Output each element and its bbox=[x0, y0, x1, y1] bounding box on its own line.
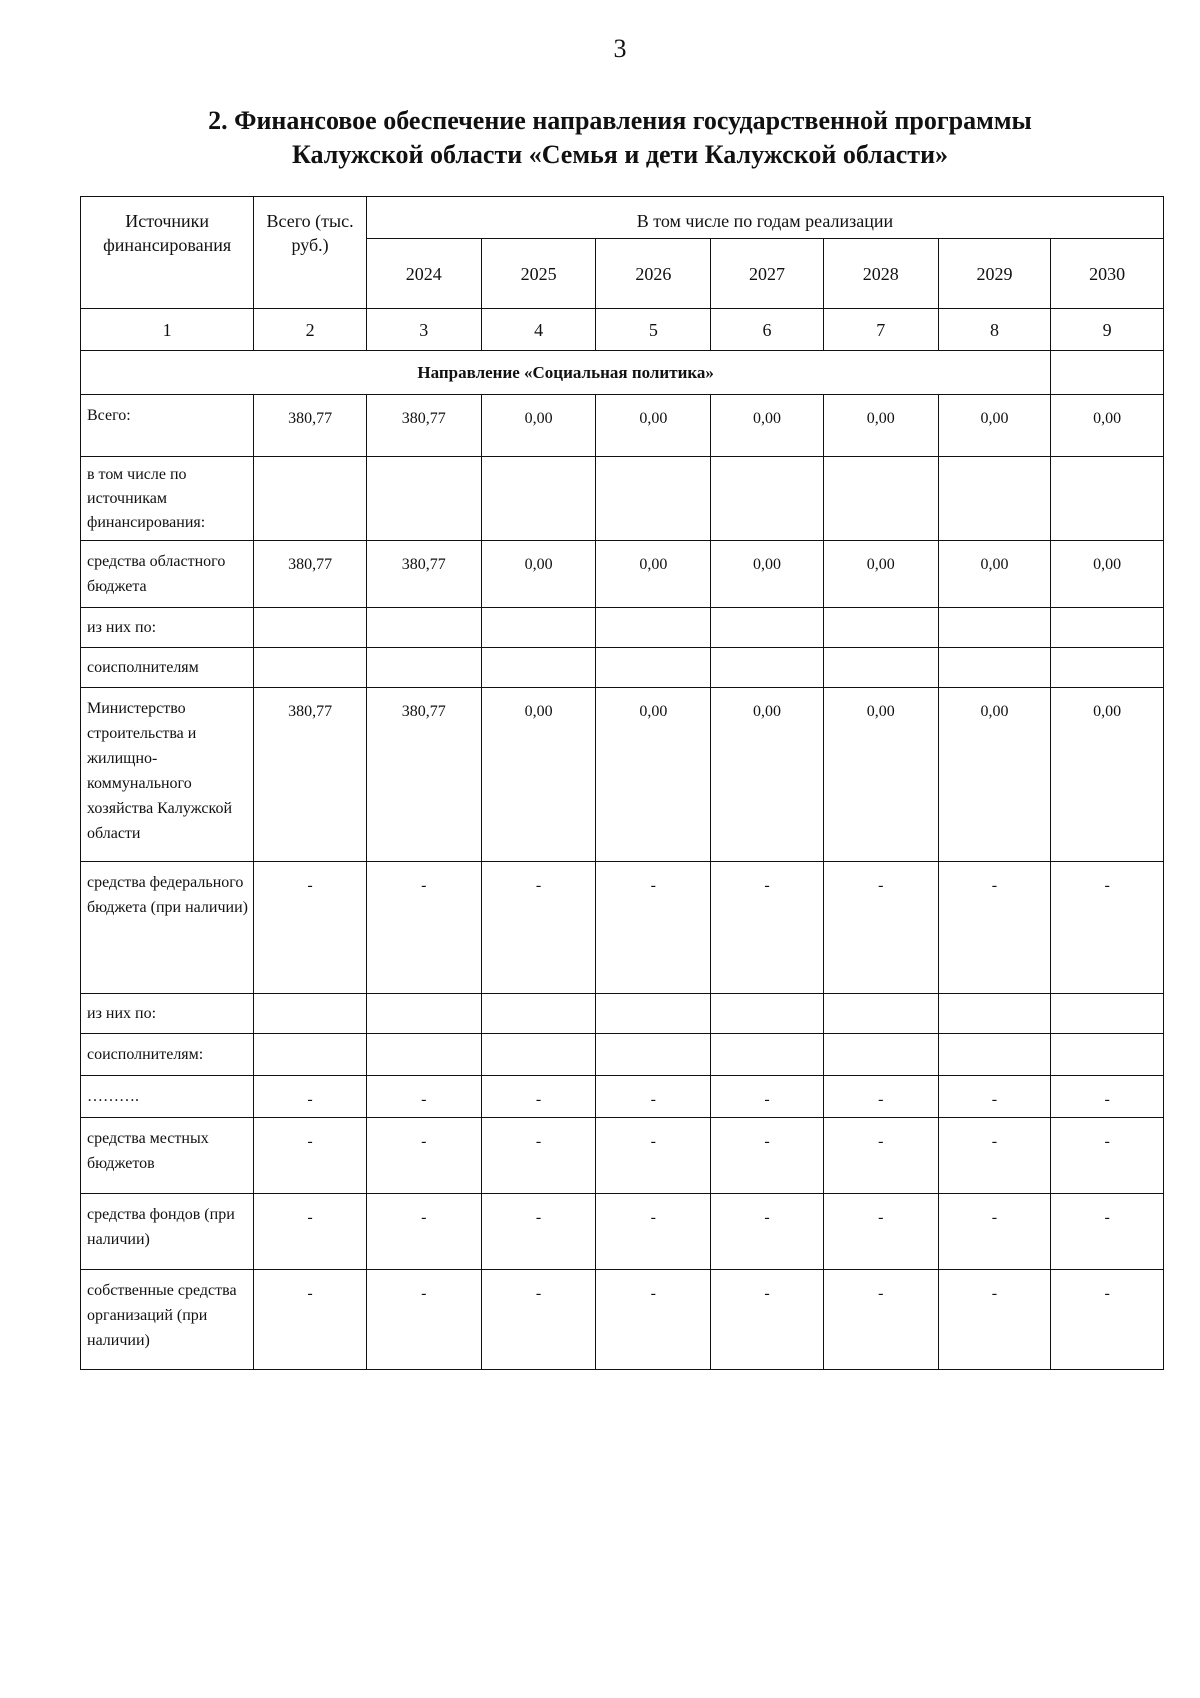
value-cell: - bbox=[938, 862, 1051, 994]
value-cell: - bbox=[711, 862, 824, 994]
header-total: Всего (тыс. руб.) bbox=[254, 197, 367, 309]
row-label: средства местных бюджетов bbox=[81, 1118, 254, 1194]
column-number: 1 bbox=[81, 309, 254, 351]
header-year: 2030 bbox=[1051, 239, 1164, 309]
value-cell: 0,00 bbox=[823, 688, 938, 862]
value-cell: - bbox=[711, 1118, 824, 1194]
page-title bbox=[120, 104, 1120, 172]
value-cell: - bbox=[711, 1076, 824, 1118]
table-row bbox=[81, 1034, 1164, 1076]
value-cell bbox=[596, 608, 711, 648]
value-cell: - bbox=[1051, 862, 1164, 994]
value-cell: 0,00 bbox=[823, 541, 938, 608]
value-cell bbox=[1051, 608, 1164, 648]
value-cell: - bbox=[366, 1118, 481, 1194]
header-year: 2028 bbox=[823, 239, 938, 309]
row-label: собственные средства организаций (при наличии) bbox=[81, 1270, 254, 1370]
value-cell: 0,00 bbox=[938, 541, 1051, 608]
value-cell: - bbox=[823, 1194, 938, 1270]
value-cell: - bbox=[254, 1076, 367, 1118]
table-row bbox=[81, 608, 1164, 648]
value-cell bbox=[1051, 648, 1164, 688]
value-cell: - bbox=[596, 1118, 711, 1194]
value-cell: - bbox=[254, 1118, 367, 1194]
header-year: 2026 bbox=[596, 239, 711, 309]
row-label: из них по: bbox=[81, 608, 254, 648]
value-cell: 0,00 bbox=[1051, 395, 1164, 457]
value-cell: - bbox=[254, 862, 367, 994]
value-cell: 380,77 bbox=[254, 541, 367, 608]
value-cell bbox=[366, 608, 481, 648]
header-row bbox=[81, 197, 1164, 239]
page-number: 3 bbox=[613, 34, 627, 63]
value-cell bbox=[823, 648, 938, 688]
value-cell bbox=[711, 457, 824, 541]
value-cell: 380,77 bbox=[254, 395, 367, 457]
table-row bbox=[81, 541, 1164, 608]
value-cell bbox=[711, 1034, 824, 1076]
value-cell bbox=[823, 608, 938, 648]
value-cell bbox=[711, 994, 824, 1034]
value-cell: - bbox=[596, 862, 711, 994]
row-label: в том числе по источникам финансирования: bbox=[81, 457, 254, 541]
value-cell bbox=[366, 1034, 481, 1076]
value-cell bbox=[823, 994, 938, 1034]
value-cell: - bbox=[1051, 1194, 1164, 1270]
value-cell bbox=[938, 457, 1051, 541]
value-cell bbox=[1051, 994, 1164, 1034]
value-cell bbox=[481, 457, 596, 541]
value-cell: 0,00 bbox=[481, 395, 596, 457]
column-number: 6 bbox=[711, 309, 824, 351]
table-row bbox=[81, 862, 1164, 994]
table-row bbox=[81, 648, 1164, 688]
value-cell: 380,77 bbox=[366, 395, 481, 457]
value-cell bbox=[366, 648, 481, 688]
value-cell bbox=[1051, 1034, 1164, 1076]
value-cell: - bbox=[823, 1118, 938, 1194]
column-number-row bbox=[81, 309, 1164, 351]
title-line-1: 2. Финансовое обеспечение направления государственной программы bbox=[208, 106, 1032, 135]
value-cell bbox=[938, 648, 1051, 688]
value-cell: - bbox=[481, 862, 596, 994]
financing-table bbox=[80, 196, 1164, 1370]
value-cell: 380,77 bbox=[366, 541, 481, 608]
row-label: средства федерального бюджета (при наличии) bbox=[81, 862, 254, 994]
value-cell: 0,00 bbox=[823, 395, 938, 457]
value-cell: 0,00 bbox=[596, 541, 711, 608]
value-cell bbox=[938, 1034, 1051, 1076]
value-cell bbox=[481, 994, 596, 1034]
header-year: 2025 bbox=[481, 239, 596, 309]
value-cell bbox=[823, 457, 938, 541]
row-label: средства областного бюджета bbox=[81, 541, 254, 608]
value-cell bbox=[254, 648, 367, 688]
value-cell: 0,00 bbox=[596, 395, 711, 457]
value-cell bbox=[254, 994, 367, 1034]
header-year: 2024 bbox=[366, 239, 481, 309]
value-cell bbox=[254, 1034, 367, 1076]
value-cell: 0,00 bbox=[481, 688, 596, 862]
value-cell: - bbox=[366, 862, 481, 994]
value-cell: - bbox=[366, 1270, 481, 1370]
value-cell: - bbox=[366, 1194, 481, 1270]
value-cell: 0,00 bbox=[711, 395, 824, 457]
value-cell: - bbox=[823, 862, 938, 994]
value-cell: - bbox=[481, 1118, 596, 1194]
value-cell: - bbox=[938, 1270, 1051, 1370]
value-cell: - bbox=[823, 1270, 938, 1370]
header-year: 2027 bbox=[711, 239, 824, 309]
row-label: ………. bbox=[81, 1076, 254, 1118]
value-cell bbox=[596, 1034, 711, 1076]
value-cell: - bbox=[938, 1076, 1051, 1118]
value-cell: - bbox=[1051, 1270, 1164, 1370]
value-cell: - bbox=[481, 1076, 596, 1118]
value-cell: - bbox=[481, 1194, 596, 1270]
column-number: 9 bbox=[1051, 309, 1164, 351]
value-cell: - bbox=[938, 1194, 1051, 1270]
value-cell: 0,00 bbox=[938, 395, 1051, 457]
value-cell bbox=[254, 457, 367, 541]
value-cell bbox=[596, 994, 711, 1034]
value-cell bbox=[711, 648, 824, 688]
row-label: соисполнителям bbox=[81, 648, 254, 688]
value-cell: - bbox=[596, 1194, 711, 1270]
value-cell bbox=[254, 608, 367, 648]
value-cell: 0,00 bbox=[1051, 541, 1164, 608]
table-body bbox=[81, 395, 1164, 1370]
section-row bbox=[81, 351, 1164, 395]
value-cell: 380,77 bbox=[366, 688, 481, 862]
header-years-group: В том числе по годам реализации bbox=[366, 197, 1163, 239]
table-row bbox=[81, 1076, 1164, 1118]
value-cell: - bbox=[711, 1270, 824, 1370]
value-cell: - bbox=[366, 1076, 481, 1118]
column-number: 5 bbox=[596, 309, 711, 351]
row-label: из них по: bbox=[81, 994, 254, 1034]
value-cell bbox=[711, 608, 824, 648]
column-number: 7 bbox=[823, 309, 938, 351]
column-number: 4 bbox=[481, 309, 596, 351]
value-cell: - bbox=[596, 1270, 711, 1370]
value-cell: - bbox=[596, 1076, 711, 1118]
value-cell bbox=[938, 608, 1051, 648]
row-label: Министерство строительства и жилищно-коммунального хозяйства Калужской области bbox=[81, 688, 254, 862]
value-cell bbox=[596, 457, 711, 541]
value-cell: 0,00 bbox=[711, 541, 824, 608]
value-cell: - bbox=[938, 1118, 1051, 1194]
section-title: Направление «Социальная политика» bbox=[81, 351, 1051, 395]
value-cell bbox=[481, 608, 596, 648]
table-row bbox=[81, 688, 1164, 862]
value-cell: 0,00 bbox=[596, 688, 711, 862]
value-cell bbox=[938, 994, 1051, 1034]
value-cell: - bbox=[1051, 1118, 1164, 1194]
table-row bbox=[81, 457, 1164, 541]
section-empty-cell bbox=[1051, 351, 1164, 395]
value-cell: - bbox=[481, 1270, 596, 1370]
table-row bbox=[81, 994, 1164, 1034]
value-cell: 0,00 bbox=[1051, 688, 1164, 862]
value-cell: - bbox=[711, 1194, 824, 1270]
row-label: средства фондов (при наличии) bbox=[81, 1194, 254, 1270]
table-row bbox=[81, 1118, 1164, 1194]
value-cell: - bbox=[254, 1270, 367, 1370]
table-row bbox=[81, 1270, 1164, 1370]
header-year: 2029 bbox=[938, 239, 1051, 309]
column-number: 2 bbox=[254, 309, 367, 351]
column-number: 8 bbox=[938, 309, 1051, 351]
value-cell: - bbox=[823, 1076, 938, 1118]
value-cell bbox=[481, 648, 596, 688]
value-cell: 380,77 bbox=[254, 688, 367, 862]
table-row bbox=[81, 395, 1164, 457]
value-cell: 0,00 bbox=[481, 541, 596, 608]
value-cell bbox=[1051, 457, 1164, 541]
value-cell: - bbox=[254, 1194, 367, 1270]
column-number: 3 bbox=[366, 309, 481, 351]
table-row bbox=[81, 1194, 1164, 1270]
title-line-2: Калужской области «Семья и дети Калужской области» bbox=[291, 140, 949, 169]
row-label: соисполнителям: bbox=[81, 1034, 254, 1076]
header-sources: Источники финансирования bbox=[81, 197, 254, 309]
value-cell bbox=[366, 994, 481, 1034]
row-label: Всего: bbox=[81, 395, 254, 457]
value-cell bbox=[596, 648, 711, 688]
value-cell: 0,00 bbox=[711, 688, 824, 862]
value-cell bbox=[481, 1034, 596, 1076]
value-cell: 0,00 bbox=[938, 688, 1051, 862]
value-cell bbox=[366, 457, 481, 541]
value-cell: - bbox=[1051, 1076, 1164, 1118]
value-cell bbox=[823, 1034, 938, 1076]
